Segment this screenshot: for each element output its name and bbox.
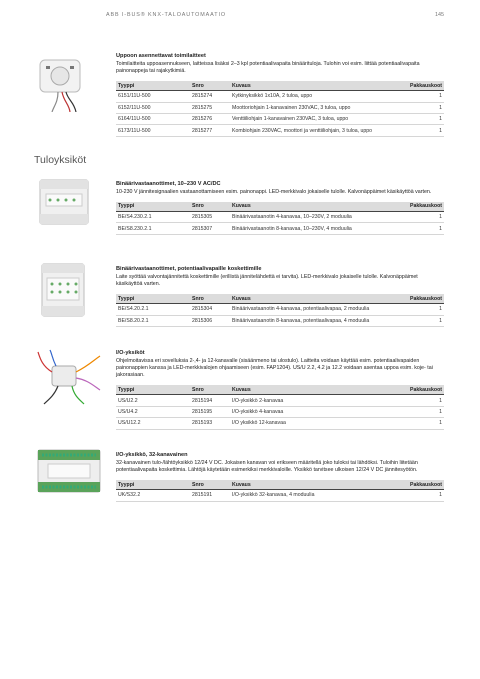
col-desc: Kuvaus — [230, 480, 392, 490]
section-description: 32-kanavainen tulo-/lähtöyksikkö 12/24 V DC. Jokaisen kanavan voi erikseen määritellä joko tuloksi tai lähdöksi. Tuloihin liitetään potentiaalivapaita koskettimia. Lähtöjä käytetään esimerkiksi merkkivaloille. Yksikkö tarvitsee ulkoisen 12/24 V DC jännitesyötön. — [116, 459, 418, 473]
cell-snro: 2815307 — [190, 223, 230, 234]
col-type: Tyyppi — [116, 294, 190, 304]
cell-desc: I/O yksikkö 12-kanavaa — [230, 418, 392, 429]
cell-snro: 2815274 — [190, 91, 230, 102]
section-title: I/O-yksikkö, 32-kanavainen — [116, 452, 188, 458]
cell-type: US/U4.2 — [116, 406, 190, 417]
section-io-unit-32 — [116, 452, 444, 502]
flush-actuator-image — [34, 54, 98, 112]
cell-snro: 2815194 — [190, 395, 230, 406]
col-snro: Snro — [190, 385, 230, 395]
page-header — [106, 12, 444, 22]
table-header-row — [116, 202, 444, 212]
cell-pack: 1 — [392, 490, 444, 501]
table-row — [116, 91, 444, 102]
cell-pack: 1 — [392, 395, 444, 406]
cell-desc: Binäärivastaanotin 8-kanavaa, potentiaalivapaa, 4 moduulia — [230, 315, 392, 326]
cell-type: 6164/11U-500 — [116, 114, 190, 125]
binary-input-230v-image — [34, 176, 98, 228]
cell-type: US/U2.2 — [116, 395, 190, 406]
cell-desc: Venttiiliohjain 1-kanavainen 230VAC, 3 tuloa, uppo — [230, 114, 392, 125]
col-desc: Kuvaus — [230, 385, 392, 395]
table-row — [116, 212, 444, 223]
cell-pack: 1 — [392, 114, 444, 125]
cell-desc: Kytkinyksikkö 1x10A, 2 tuloa, uppo — [230, 91, 392, 102]
header-title: ABB I-BUS® KNX-TALOAUTOMAATIO — [106, 12, 226, 18]
cell-type: BE/S8.20.2.1 — [116, 315, 190, 326]
cell-desc: Binäärivastaanotin 4-kanavaa, 10–230V, 2 moduulia — [230, 212, 392, 223]
cell-type: 6173/11U-500 — [116, 125, 190, 136]
col-snro: Snro — [190, 202, 230, 212]
col-snro: Snro — [190, 480, 230, 490]
product-table — [116, 81, 444, 137]
col-desc: Kuvaus — [230, 294, 392, 304]
col-pack: Pakkauskoot — [392, 294, 444, 304]
section-binary-inputs-potential-free — [116, 266, 444, 327]
cell-type: BE/S4.20.2.1 — [116, 304, 190, 315]
col-pack: Pakkauskoot — [392, 81, 444, 91]
cell-desc: Binäärivastaanotin 4-kanavaa, potentiaalivapaa, 2 moduulia — [230, 304, 392, 315]
col-type: Tyyppi — [116, 202, 190, 212]
col-snro: Snro — [190, 294, 230, 304]
cell-snro: 2815195 — [190, 406, 230, 417]
table-row — [116, 304, 444, 315]
col-type: Tyyppi — [116, 480, 190, 490]
col-type: Tyyppi — [116, 385, 190, 395]
table-row — [116, 125, 444, 136]
cell-snro: 2815306 — [190, 315, 230, 326]
table-row — [116, 395, 444, 406]
table-row — [116, 490, 444, 501]
cell-type: US/U12.2 — [116, 418, 190, 429]
io-unit-32-image — [34, 444, 104, 498]
col-pack: Pakkauskoot — [392, 385, 444, 395]
section-heading: Tuloyksiköt — [34, 154, 87, 166]
cell-type: UK/S32.2 — [116, 490, 190, 501]
col-pack: Pakkauskoot — [392, 480, 444, 490]
cell-snro: 2815191 — [190, 490, 230, 501]
product-table — [116, 294, 444, 327]
cell-snro: 2815193 — [190, 418, 230, 429]
cell-desc: Moottoriohjain 1-kanavainen 230VAC, 3 tuloa, uppo — [230, 102, 392, 113]
table-header-row — [116, 385, 444, 395]
cell-type: BE/S4.230.2.1 — [116, 212, 190, 223]
cell-snro: 2815276 — [190, 114, 230, 125]
cell-pack: 1 — [392, 102, 444, 113]
col-pack: Pakkauskoot — [392, 202, 444, 212]
cell-pack: 1 — [392, 125, 444, 136]
section-flush-actuators — [116, 53, 444, 137]
cell-pack: 1 — [392, 212, 444, 223]
col-desc: Kuvaus — [230, 202, 392, 212]
page-number: 145 — [435, 12, 444, 18]
cell-type: BE/S8.230.2.1 — [116, 223, 190, 234]
table-row — [116, 223, 444, 234]
cell-snro: 2815305 — [190, 212, 230, 223]
cell-pack: 1 — [392, 315, 444, 326]
section-binary-inputs-230v — [116, 181, 444, 235]
product-table — [116, 385, 444, 430]
cell-pack: 1 — [392, 91, 444, 102]
table-row — [116, 102, 444, 113]
table-header-row — [116, 480, 444, 490]
table-row — [116, 418, 444, 429]
table-header-row — [116, 294, 444, 304]
section-description: Ohjelmoitavissa eri sovelluksia 2-,4- ja 12-kanavalle (sisäänmeno tai ulostulo). Laitteita voidaan käyttää esim. potentiaalivapaiden painonappien kanssa ja LED-merkkivalojen ohjaamiseen (esim. FAP1204). US/U 2.2, 4.2 ja 12.2 voidaan asentaa uppoa esim. koje- tai jakorasiaan. — [116, 357, 433, 378]
cell-desc: I/O-yksikkö 2-kanavaa — [230, 395, 392, 406]
section-title: Uppoon asennettavat toimilaitteet — [116, 53, 206, 59]
cell-snro: 2815277 — [190, 125, 230, 136]
section-description: Laite syöttää valvontajännitettä koskettimille (erillistä jännitelähdettä ei tarvita). LED-merkkivalo jokaiselle tulolle. Kalvonäppäimet käsikäyttöä varten. — [116, 273, 418, 287]
section-description: Toimilaitteita uppoasennukseen, laitteissa lisäksi 2–3 kpl potentiaalivapaita binäärituloja. Tulohin voi esim. liittää potentiaalivapaita painonappeja tai rajakytkimiä. — [116, 60, 420, 74]
cell-pack: 1 — [392, 418, 444, 429]
cell-desc: Kombiohjain 230VAC, moottori ja venttiiliohjain, 3 tuloa, uppo — [230, 125, 392, 136]
cell-desc: I/O-yksikkö 32-kanavaa, 4 moduulia — [230, 490, 392, 501]
cell-pack: 1 — [392, 223, 444, 234]
table-row — [116, 315, 444, 326]
cell-snro: 2815304 — [190, 304, 230, 315]
col-snro: Snro — [190, 81, 230, 91]
cell-type: 6151/11U-500 — [116, 91, 190, 102]
cell-desc: I/O-yksikkö 4-kanavaa — [230, 406, 392, 417]
section-title: I/O-yksiköt — [116, 350, 145, 356]
product-table — [116, 480, 444, 502]
table-row — [116, 114, 444, 125]
cell-snro: 2815275 — [190, 102, 230, 113]
cell-type: 6152/11U-500 — [116, 102, 190, 113]
io-unit-image — [34, 348, 104, 406]
section-description: 10-230 V jännitesignaalien vastaanottamiseen esim. painonappi. LED-merkkivalo jokaiselle tulolle. Kalvonäppäimet käsikäyttöä varten. — [116, 188, 432, 195]
col-desc: Kuvaus — [230, 81, 392, 91]
product-table — [116, 202, 444, 235]
table-row — [116, 406, 444, 417]
section-title: Binäärivastaanottimet, potentiaalivapaille koskettimille — [116, 266, 262, 272]
section-io-units — [116, 350, 444, 430]
binary-input-potential-free-image — [34, 262, 98, 318]
section-title: Binäärivastaanottimet, 10–230 V AC/DC — [116, 181, 221, 187]
cell-pack: 1 — [392, 406, 444, 417]
cell-desc: Binäärivastaanotin 8-kanavaa, 10–230V, 4 moduulia — [230, 223, 392, 234]
col-type: Tyyppi — [116, 81, 190, 91]
table-header-row — [116, 81, 444, 91]
cell-pack: 1 — [392, 304, 444, 315]
